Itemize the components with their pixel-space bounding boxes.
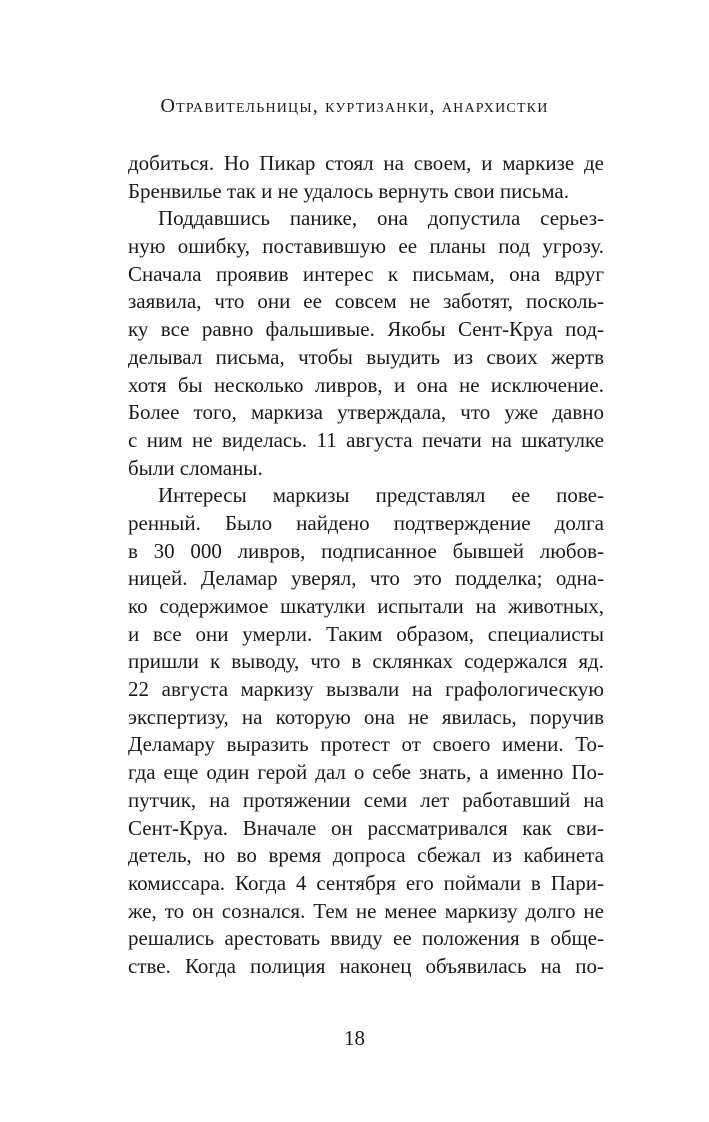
text-line: добиться. Но Пикар стоял на своем, и маркизе де bbox=[128, 151, 604, 175]
text-line: 22 августа маркизу вызвали на графологическую bbox=[128, 677, 604, 702]
text-line: с ним не виделась. 11 августа печати на шкатулке bbox=[128, 427, 604, 452]
text-line: заявила, что они ее совсем не заботят, посколь- bbox=[128, 289, 604, 314]
text-line: ницей. Деламар уверял, что это подделка; одна- bbox=[128, 566, 604, 591]
text-line: комиссара. Когда 4 сентября его поймали в Пари- bbox=[128, 870, 604, 895]
body-text bbox=[128, 150, 604, 981]
text-line: ную ошибку, поставившую ее планы под угрозу. bbox=[128, 234, 604, 259]
text-line: экспертизу, на которую она не явилась, поручив bbox=[128, 704, 604, 729]
text-line: были сломаны. bbox=[128, 455, 263, 480]
text-line: Сначала проявив интерес к письмам, она вдруг bbox=[128, 261, 604, 286]
text-line: же, то он сознался. Тем не менее маркизу долго не bbox=[128, 898, 604, 923]
text-line: Бренвилье так и не удалось вернуть свои письма. bbox=[128, 178, 569, 203]
text-line: путчик, на протяжении семи лет работавший на bbox=[128, 787, 604, 812]
page-number: 18 bbox=[344, 1026, 365, 1050]
text-line: Более того, маркиза утверждала, что уже давно bbox=[128, 400, 604, 425]
text-line: гда еще один герой дал о себе знать, а именно По- bbox=[128, 760, 604, 785]
text-line: и все они умерли. Таким образом, специалисты bbox=[128, 621, 604, 646]
text-line: в 30 000 ливров, подписанное бывшей любов- bbox=[128, 538, 604, 563]
text-line: делывал письма, чтобы выудить из своих жертв bbox=[128, 344, 604, 369]
text-line: детель, но во время допроса сбежал из кабинета bbox=[128, 843, 604, 868]
text-line: ренный. Было найдено подтверждение долга bbox=[128, 510, 604, 535]
text-line: Деламару выразить протест от своего имени. То- bbox=[128, 732, 604, 757]
text-line: Поддавшись панике, она допустила серьез- bbox=[158, 206, 604, 231]
text-line: пришли к выводу, что в склянках содержался яд. bbox=[128, 649, 604, 674]
text-line: Интересы маркизы представлял ее пове- bbox=[158, 483, 604, 508]
text-line: хотя бы несколько ливров, и она не исключение. bbox=[128, 372, 604, 397]
text-line: стве. Когда полиция наконец объявилась на по- bbox=[128, 953, 604, 978]
text-line: решались арестовать ввиду ее положения в обще- bbox=[128, 926, 604, 951]
running-head: Отравительницы, куртизанки, анархистки bbox=[160, 95, 549, 117]
text-line: ку все равно фальшивые. Якобы Сент-Круа под- bbox=[128, 317, 604, 342]
text-line: Сент-Круа. Вначале он рассматривался как сви- bbox=[128, 815, 604, 840]
text-line: ко содержимое шкатулки испытали на животных, bbox=[128, 594, 604, 618]
